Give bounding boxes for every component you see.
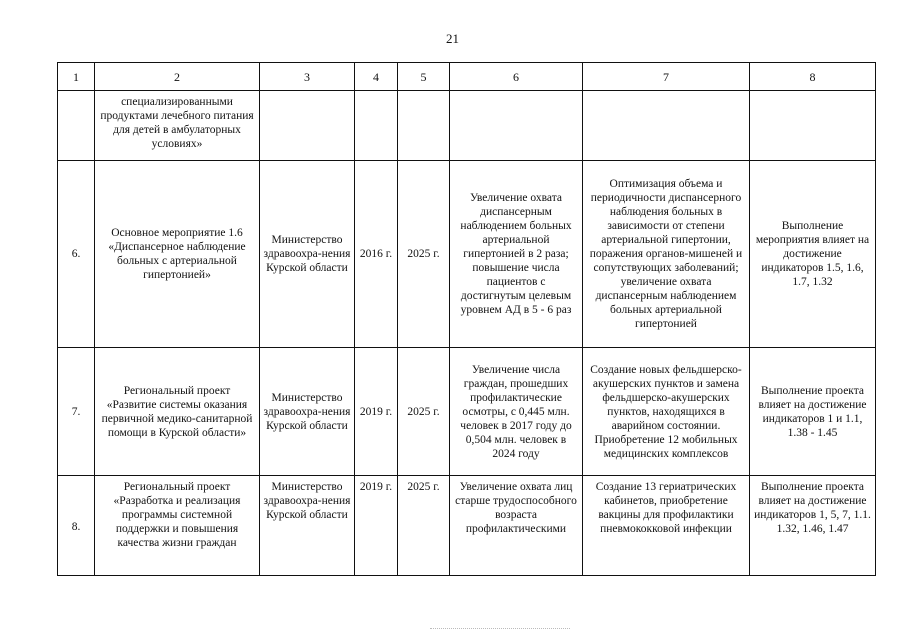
measure-cell: Основное мероприятие 1.6 «Диспансерное наблюдение больных с артериальной гипертонией» bbox=[95, 161, 260, 348]
executor-cell: Министерство здравоохра-нения Курской области bbox=[260, 161, 355, 348]
start-year-cell bbox=[355, 91, 398, 161]
end-year-cell: 2025 г. bbox=[398, 161, 450, 348]
end-year-cell: 2025 г. bbox=[398, 348, 450, 476]
row-number: 6. bbox=[58, 161, 95, 348]
table-row bbox=[58, 161, 876, 348]
consequences-cell: Создание новых фельдшерско-акушерских пунктов и замена фельдшерско-акушерских пунктов, находящихся в аварийном состоянии. Приобретение 12 мобильных медицинских комплексов bbox=[583, 348, 750, 476]
indicators-cell: Выполнение проекта влияет на достижение индикаторов 1, 5, 7, 1.1. 1.32, 1.46, 1.47 bbox=[750, 476, 876, 576]
scan-artifact bbox=[430, 628, 570, 639]
consequences-cell: Оптимизация объема и периодичности диспансерного наблюдения больных в зависимости от степени артериальной гипертонии, поражения органов-мишеней и сопутствующих заболеваний; увеличение охвата диспансерным наблюдением больных артериальной гипертонией bbox=[583, 161, 750, 348]
end-year-cell: 2025 г. bbox=[398, 476, 450, 576]
start-year-cell: 2016 г. bbox=[355, 161, 398, 348]
executor-cell: Министерство здравоохра-нения Курской области bbox=[260, 476, 355, 576]
result-cell bbox=[450, 91, 583, 161]
header-col-7: 7 bbox=[583, 63, 750, 91]
result-cell: Увеличение охвата диспансерным наблюдением больных артериальной гипертонией в 2 раза; повышение числа пациентов с достигнутым целевым уровнем АД в 5 - 6 раз bbox=[450, 161, 583, 348]
header-col-8: 8 bbox=[750, 63, 876, 91]
row-number: 8. bbox=[58, 476, 95, 576]
indicators-cell: Выполнение проекта влияет на достижение индикаторов 1 и 1.1, 1.38 - 1.45 bbox=[750, 348, 876, 476]
indicators-cell: Выполнение мероприятия влияет на достижение индикаторов 1.5, 1.6, 1.7, 1.32 bbox=[750, 161, 876, 348]
table-row bbox=[58, 348, 876, 476]
consequences-cell: Создание 13 гериатрических кабинетов, приобретение вакцины для профилактики пневмококковой инфекции bbox=[583, 476, 750, 576]
result-cell: Увеличение охвата лиц старше трудоспособного возраста профилактическими bbox=[450, 476, 583, 576]
header-col-5: 5 bbox=[398, 63, 450, 91]
table-row bbox=[58, 91, 876, 161]
measure-cell: Региональный проект «Разработка и реализация программы системной поддержки и повышения качества жизни граждан bbox=[95, 476, 260, 576]
result-cell: Увеличение числа граждан, прошедших профилактические осмотры, с 0,445 млн. человек в 2017 году до 0,504 млн. человек в 2024 году bbox=[450, 348, 583, 476]
program-measures-table bbox=[57, 62, 876, 576]
start-year-cell: 2019 г. bbox=[355, 476, 398, 576]
row-number: 7. bbox=[58, 348, 95, 476]
end-year-cell bbox=[398, 91, 450, 161]
consequences-cell bbox=[583, 91, 750, 161]
row-number bbox=[58, 91, 95, 161]
header-col-4: 4 bbox=[355, 63, 398, 91]
executor-cell: Министерство здравоохра-нения Курской области bbox=[260, 348, 355, 476]
measure-cell: специализированными продуктами лечебного питания для детей в амбулаторных условиях» bbox=[95, 91, 260, 161]
table-row bbox=[58, 476, 876, 576]
page-number: 21 bbox=[446, 31, 459, 46]
header-row bbox=[58, 63, 876, 91]
header-col-6: 6 bbox=[450, 63, 583, 91]
start-year-cell: 2019 г. bbox=[355, 348, 398, 476]
indicators-cell bbox=[750, 91, 876, 161]
header-col-1: 1 bbox=[58, 63, 95, 91]
header-col-2: 2 bbox=[95, 63, 260, 91]
executor-cell bbox=[260, 91, 355, 161]
measure-cell: Региональный проект «Развитие системы оказания первичной медико-санитарной помощи в Курской области» bbox=[95, 348, 260, 476]
header-col-3: 3 bbox=[260, 63, 355, 91]
